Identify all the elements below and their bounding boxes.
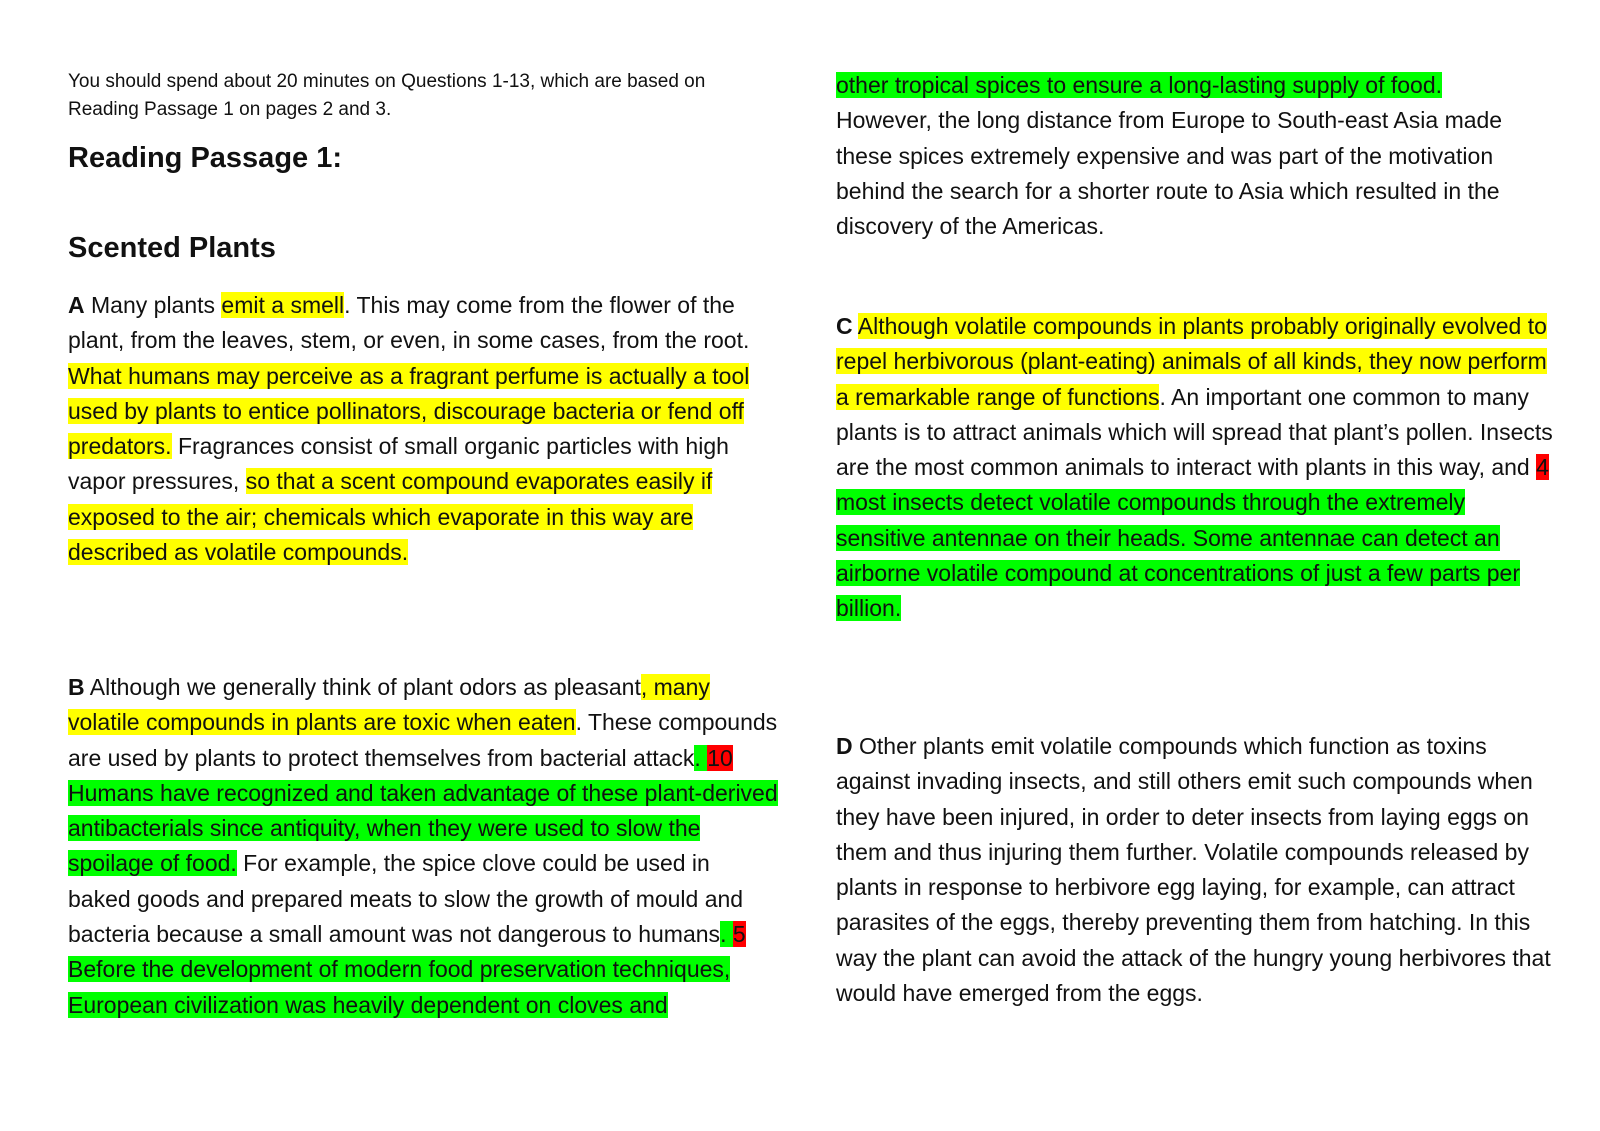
text-segment: Fragrances consist of small organic particles with high vapor pressures, (68, 433, 729, 495)
green-highlight: Before the development of modern food preservation techniques, European civilization was heavily dependent on cloves and (68, 956, 731, 1018)
green-highlight: . (720, 921, 733, 948)
question-number-marker: 4 (1536, 454, 1549, 481)
text-segment: Many plants (91, 292, 222, 318)
instructions-text: You should spend about 20 minutes on Questions 1-13, which are based on Reading Passage 1 on pages 2 and 3. (68, 71, 706, 120)
paragraph-letter-d: D (836, 733, 853, 759)
question-number-marker: 5 (732, 921, 746, 948)
green-highlight: other tropical spices to ensure a long-lasting supply of food. (836, 72, 1443, 98)
text-segment: . These compounds are used by plants to protect themselves from bacterial attack (68, 709, 778, 771)
yellow-highlight: , many volatile compounds in plants are toxic when eaten (68, 674, 710, 736)
text-segment: Other plants emit volatile compounds which function as toxins against invading insects, and still others emit such compounds when they have been injured, in order to deter insects from laying eggs on them and thus injuring them further. Volatile compounds released by plants in response to herbivore egg laying, for example, can attract parasites of the eggs, thereby preventing them from hatching. In this way the plant can avoid the attack of the hungry young herbivores that would have emerged from the eggs. (836, 733, 1551, 1007)
yellow-highlight: What humans may perceive as a fragrant perfume is actually a tool used by plants to entice pollinators, discourage bacteria or fend off predators. (68, 362, 750, 460)
green-highlight: Humans have recognized and taken advantage of these plant-derived antibacterials since antiquity, when they were used to slow the spoilage of food. (68, 779, 778, 877)
paragraph-letter-c: C (836, 313, 853, 339)
yellow-highlight: Although volatile compounds in plants probably originally evolved to repel herbivorous (plant-eating) animals of all kinds, they now perform a remarkable range of functions (836, 313, 1547, 410)
paragraph-a (68, 288, 773, 570)
yellow-highlight: emit a smell (221, 292, 345, 318)
paragraph-b-continued (836, 68, 1536, 244)
text-segment: . An important one common to many plants is to attract animals which will spread that plant’s pollen. Insects are the most common animals to interact with plants in this way, and (836, 383, 1553, 481)
passage-heading: Reading Passage 1: (68, 142, 342, 174)
text-segment: However, the long distance from Europe to South-east Asia made these spices extremely expensive and was part of the motivation behind the search for a shorter route to Asia which resulted in the discovery of the Americas. (836, 107, 1503, 240)
question-number-marker: 10 (707, 744, 733, 771)
paragraph-d (836, 729, 1556, 1011)
yellow-highlight: so that a scent compound evaporates easily if exposed to the air; chemicals which evaporate in this way are described as volatile compounds. (68, 468, 713, 566)
text-segment: . This may come from the flower of the plant, from the leaves, stem, or even, in some cases, from the root. (68, 292, 750, 354)
text-segment: Although we generally think of plant odors as pleasant (89, 674, 641, 700)
text-segment: For example, the spice clove could be used in baked goods and prepared meats to slow the growth of mould and bacteria because a small amount was not dangerous to humans (68, 850, 744, 948)
paragraph-c (836, 309, 1556, 627)
green-highlight: most insects detect volatile compounds through the extremely sensitive antennae on their heads. Some antennae can detect an airborne volatile compound at concentrations of just a few parts per billion. (836, 489, 1520, 622)
green-highlight: . (694, 744, 708, 771)
paragraph-letter-b: B (68, 674, 85, 700)
passage-title: Scented Plants (68, 232, 276, 264)
paragraph-b (68, 670, 778, 1023)
paragraph-letter-a: A (68, 292, 85, 318)
